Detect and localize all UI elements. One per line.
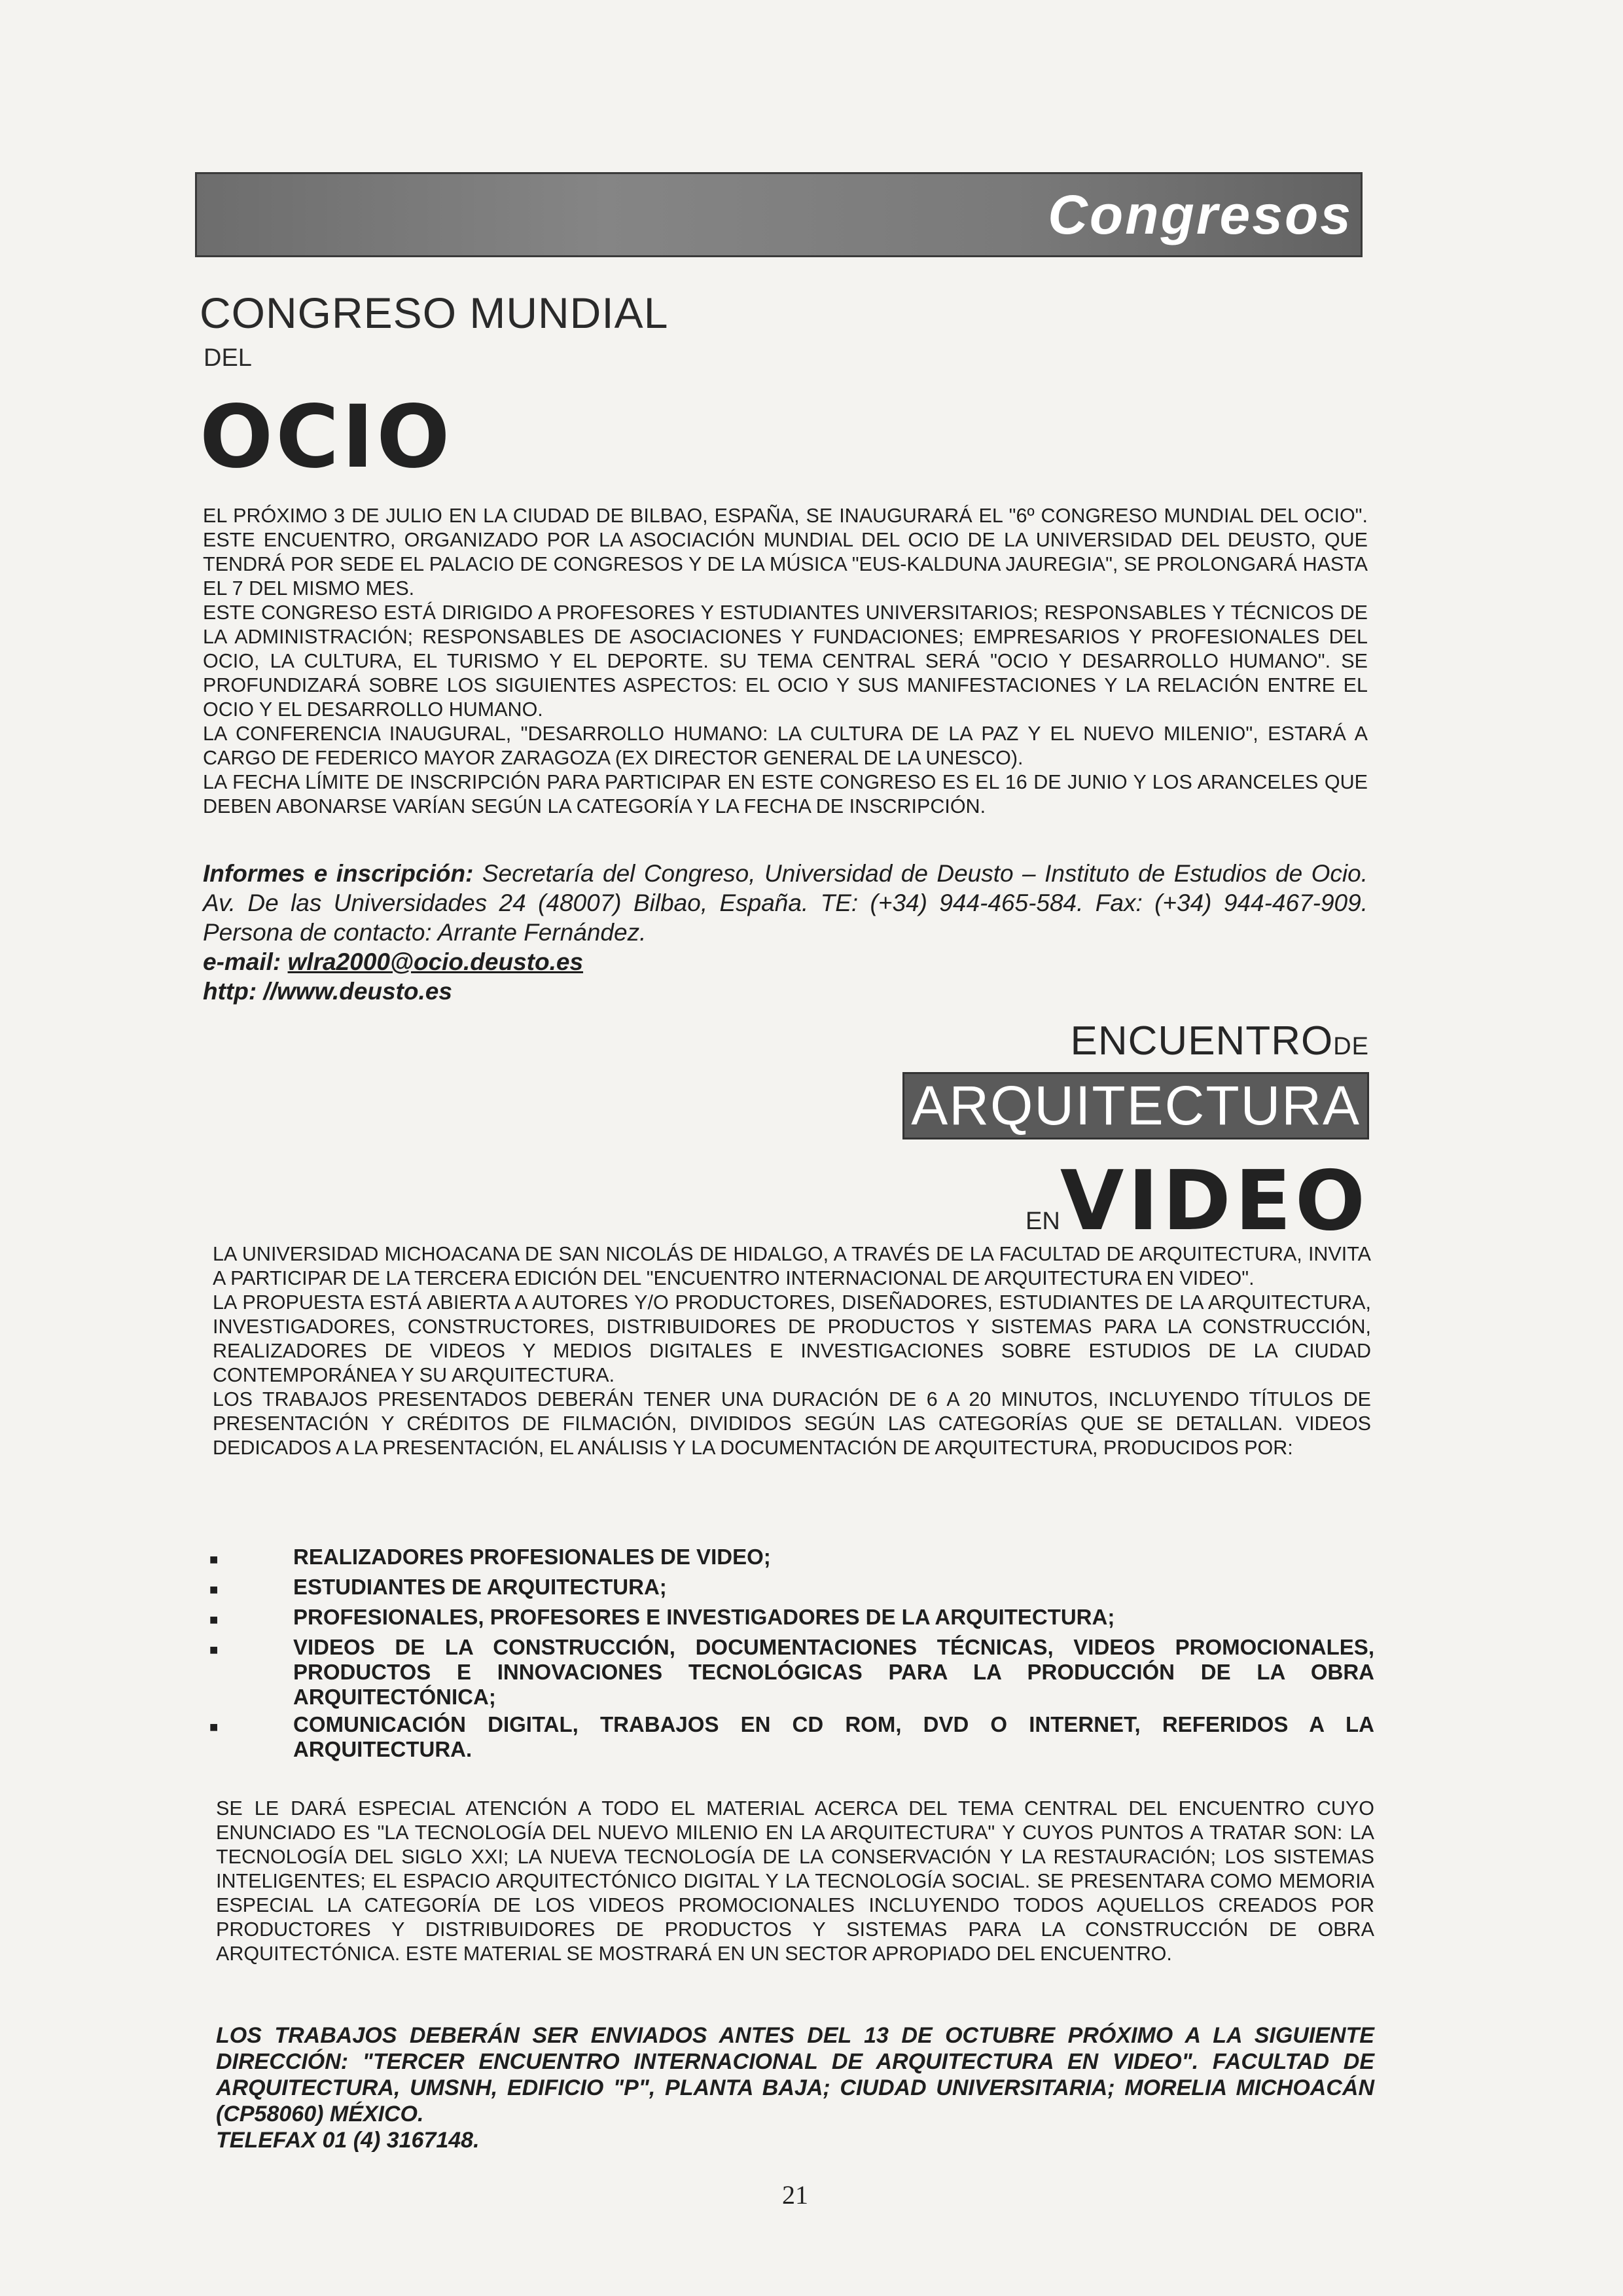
encuentro-heading-video: VIDEO [1060,1153,1369,1249]
list-item [209,1575,1374,1602]
encuentro-heading-line2: ARQUITECTURA [902,1072,1369,1139]
encuentro-heading-small: DE [1333,1033,1369,1060]
list-item-text: ESTUDIANTES DE ARQUITECTURA; [293,1575,667,1599]
congreso-body [203,504,1368,819]
encuentro-heading-word: ENCUENTRO [1070,1018,1334,1064]
page-number: 21 [782,2180,808,2210]
submission-note [216,2022,1374,2153]
list-item-text: REALIZADORES PROFESIONALES DE VIDEO; [293,1545,771,1569]
email-label: e-mail: [203,948,288,975]
congreso-paragraph: LA CONFERENCIA INAUGURAL, "DESARROLLO HUMANO: LA CULTURA DE LA PAZ Y EL NUEVO MILENIO", ESTARÁ A CARGO DE FEDERICO MAYOR ZARAGOZA (EX DIRECTOR GENERAL DE LA UNESCO). [203,723,1368,769]
congreso-heading-line2: DEL [204,344,252,372]
contact-block [203,859,1368,1006]
category-list [209,1545,1374,1765]
banner-title: Congresos [1048,184,1353,245]
bullet-icon: ■ [209,1641,219,1658]
encuentro-paragraph: LA UNIVERSIDAD MICHOACANA DE SAN NICOLÁS DE HIDALGO, A TRAVÉS DE LA FACULTAD DE ARQUITECTURA, INVITA A PARTICIPAR DE LA TERCERA EDICIÓN DEL "ENCUENTRO INTERNACIONAL DE ARQUITECTURA EN VIDEO". [213,1243,1371,1289]
bullet-icon: ■ [209,1719,219,1735]
encuentro-heading [902,1018,1369,1249]
encuentro-heading-en: EN [1026,1208,1060,1235]
contact-label: Informes e inscripción: [203,860,474,887]
telefax: TELEFAX 01 (4) 3167148. [216,2128,480,2153]
email-line [203,947,1368,977]
list-item [209,1712,1374,1762]
bullet-icon: ■ [209,1551,219,1568]
section-banner [195,172,1363,257]
congreso-heading-line1: CONGRESO MUNDIAL [200,289,669,337]
bullet-icon: ■ [209,1611,219,1628]
congreso-paragraph: LA FECHA LÍMITE DE INSCRIPCIÓN PARA PARTICIPAR EN ESTE CONGRESO ES EL 16 DE JUNIO Y LOS ARANCELES QUE DEBEN ABONARSE VARÍAN SEGÚN LA CATEGORÍA Y LA FECHA DE INSCRIPCIÓN. [203,771,1368,817]
encuentro-paragraph: LA PROPUESTA ESTÁ ABIERTA A AUTORES Y/O PRODUCTORES, DISEÑADORES, ESTUDIANTES DE LA ARQUITECTURA, INVESTIGADORES, CONSTRUCTORES, DISTRIBUIDORES DE PRODUCTOS Y SISTEMAS PARA LA CONSTRUCCIÓN, REALIZADORES DE VIDEOS Y MEDIOS DIGITALES E INVESTIGACIONES SOBRE ESTUDIOS DE LA CIUDAD CONTEMPORÁNEA Y SU ARQUITECTURA. [213,1291,1371,1386]
encuentro-heading-line1 [902,1018,1369,1064]
encuentro-theme [216,1797,1374,1966]
list-item [209,1605,1374,1632]
list-item-text: PROFESIONALES, PROFESORES E INVESTIGADORES DE LA ARQUITECTURA; [293,1605,1115,1629]
congreso-paragraph: EL PRÓXIMO 3 DE JULIO EN LA CIUDAD DE BILBAO, ESPAÑA, SE INAUGURARÁ EL "6º CONGRESO MUNDIAL DEL OCIO". ESTE ENCUENTRO, ORGANIZADO POR LA ASOCIACIÓN MUNDIAL DEL OCIO DE LA UNIVERSIDAD DEL DEUSTO, QUE TENDRÁ POR SEDE EL PALACIO DE CONGRESOS Y DE LA MÚSICA "EUS-KALDUNA JAUREGIA", SE PROLONGARÁ HASTA EL 7 DEL MISMO MES. [203,505,1368,600]
list-item-text: VIDEOS DE LA CONSTRUCCIÓN, DOCUMENTACIONES TÉCNICAS, VIDEOS PROMOCIONALES, PRODUCTOS E INNOVACIONES TECNOLÓGICAS PARA LA PRODUCCIÓN DE LA OBRA ARQUITECTÓNICA; [293,1635,1374,1709]
bullet-icon: ■ [209,1581,219,1598]
encuentro-body [213,1242,1371,1460]
submission-address: LOS TRABAJOS DEBERÁN SER ENVIADOS ANTES DEL 13 DE OCTUBRE PRÓXIMO A LA SIGUIENTE DIRECCIÓN: "TERCER ENCUENTRO INTERNACIONAL DE ARQUITECTURA EN VIDEO". FACULTAD DE ARQUITECTURA, UMSNH, EDIFICIO "P", PLANTA BAJA; CIUDAD UNIVERSITARIA; MORELIA MICHOACÁN (CP58060) MÉXICO. [216,2023,1374,2126]
encuentro-paragraph: SE LE DARÁ ESPECIAL ATENCIÓN A TODO EL MATERIAL ACERCA DEL TEMA CENTRAL DEL ENCUENTRO CUYO ENUNCIADO ES "LA TECNOLOGÍA DEL NUEVO MILENIO EN LA ARQUITECTURA" Y CUYOS PUNTOS A TRATAR SON: LA TECNOLOGÍA DEL SIGLO XXI; LA NUEVA TECNOLOGÍA DE LA CONSERVACIÓN Y LA RESTAURACIÓN; LOS SISTEMAS INTELIGENTES; EL ESPACIO ARQUITECTÓNICO DIGITAL Y LA TECNOLOGÍA SOCIAL. SE PRESENTARA COMO MEMORIA ESPECIAL LA CATEGORÍA DE LOS VIDEOS PROMOCIONALES INCLUYENDO TODOS AQUELLOS CREADOS POR PRODUCTORES Y DISTRIBUIDORES DE PRODUCTOS Y SISTEMAS PARA LA CONSTRUCCIÓN DE OBRA ARQUITECTÓNICA. ESTE MATERIAL SE MOSTRARÁ EN UN SECTOR APROPIADO DEL ENCUENTRO. [216,1797,1374,1965]
list-item-text: COMUNICACIÓN DIGITAL, TRABAJOS EN CD ROM, DVD O INTERNET, REFERIDOS A LA ARQUITECTURA. [293,1712,1374,1761]
email-link[interactable]: wlra2000@ocio.deusto.es [287,948,584,975]
contact-text: Secretaría del Congreso, Universidad de Deusto – Instituto de Estudios de Ocio. Av. De las Universidades 24 (48007) Bilbao, España. TE: (+34) 944-465-584. Fax: (+34) 944-467-909. Persona de contacto: Arrante Fernández. [203,860,1368,946]
congreso-paragraph: ESTE CONGRESO ESTÁ DIRIGIDO A PROFESORES Y ESTUDIANTES UNIVERSITARIOS; RESPONSABLES Y TÉCNICOS DE LA ADMINISTRACIÓN; RESPONSABLES DE ASOCIACIONES Y FUNDACIONES; EMPRESARIOS Y PROFESIONALES DEL OCIO, LA CULTURA, EL TURISMO Y EL DEPORTE. SU TEMA CENTRAL SERÁ "OCIO Y DESARROLLO HUMANO". SE PROFUNDIZARÁ SOBRE LOS SIGUIENTES ASPECTOS: EL OCIO Y SUS MANIFESTACIONES Y LA RELACIÓN ENTRE EL OCIO Y EL DESARROLLO HUMANO. [203,601,1368,721]
http-line [203,977,1368,1006]
contact-paragraph [203,859,1368,947]
congreso-heading-line3: OCIO [200,387,453,488]
encuentro-heading-line3 [902,1153,1369,1249]
list-item [209,1545,1374,1572]
congreso-heading [200,288,668,488]
http-link[interactable]: http: //www.deusto.es [203,978,452,1005]
list-item [209,1635,1374,1710]
encuentro-paragraph: LOS TRABAJOS PRESENTADOS DEBERÁN TENER UNA DURACIÓN DE 6 A 20 MINUTOS, INCLUYENDO TÍTULOS DE PRESENTACIÓN Y CRÉDITOS DE FILMACIÓN, DIVIDIDOS SEGÚN LAS CATEGORÍAS QUE SE DETALLAN. VIDEOS DEDICADOS A LA PRESENTACIÓN, EL ANÁLISIS Y LA DOCUMENTACIÓN DE ARQUITECTURA, PRODUCIDOS POR: [213,1388,1371,1459]
